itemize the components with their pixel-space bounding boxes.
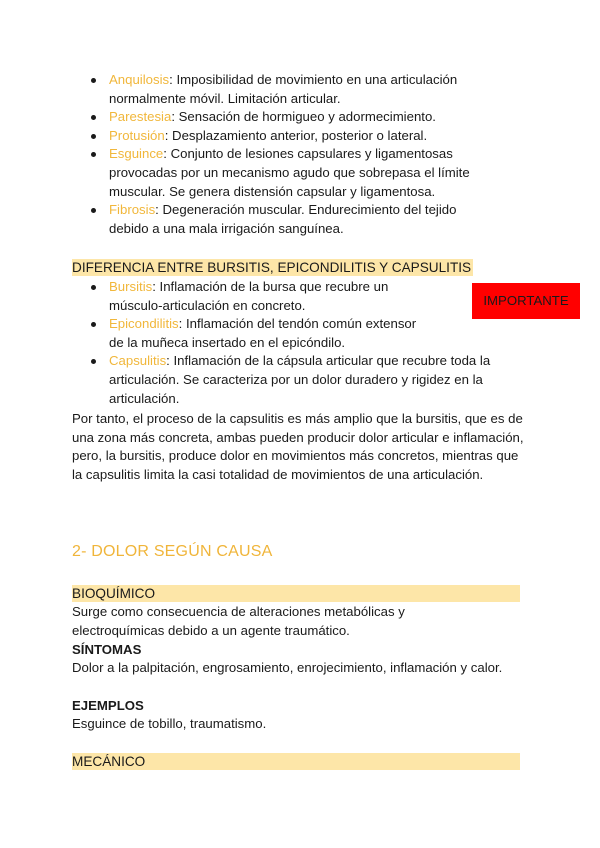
comparison-paragraph: Por tanto, el proceso de la capsulitis es más amplio que la bursitis, que es de una zona más concreta, ambas pueden producir dolor articular e inflamación, pero, la bursitis, produce dolor en movimientos más concretos, mientras que la capsulitis limita la casi totalidad de movimientos de una articulación. [72, 411, 524, 482]
term-bursitis: Bursitis [109, 279, 153, 294]
list-item [91, 108, 511, 127]
list-item [91, 145, 499, 201]
bioquimico-text: Surge como consecuencia de alteraciones metabólicas y electroquímicas debido a un agente traumático. [72, 604, 405, 638]
definition-text: : Sensación de hormigueo y adormecimiento. [171, 109, 436, 125]
importante-badge: IMPORTANTE [472, 283, 580, 319]
list-item [91, 352, 531, 408]
list-item [91, 127, 511, 146]
list-item [91, 71, 511, 108]
sintomas-label: SÍNTOMAS [72, 642, 142, 657]
term-epicondilitis: Epicondilitis [109, 316, 179, 332]
section-title: 2- DOLOR SEGÚN CAUSA [72, 543, 273, 560]
definitions-list [91, 71, 511, 238]
definition-text: : Imposibilidad de movimiento en una articulación normalmente móvil. Limitación articular. [109, 72, 458, 106]
mecanico-heading: MECÁNICO [72, 753, 520, 770]
definition-text: : Degeneración muscular. Endurecimiento del tejido debido a una mala irrigación sanguínea. [109, 202, 457, 236]
definition-text: : Inflamación de la cápsula articular que recubre toda la articulación. Se caracteriza por un dolor duradero y rigidez en la articulación. [109, 353, 491, 406]
list-item [91, 201, 459, 238]
term-fibrosis: Fibrosis [109, 202, 156, 218]
term-anquilosis: Anquilosis [109, 72, 170, 87]
definition-text: : Desplazamiento anterior, posterior o lateral. [164, 127, 428, 143]
definition-text: : Inflamación de la bursa que recubre un [152, 279, 389, 294]
diferencia-heading: DIFERENCIA ENTRE BURSITIS, EPICONDILITIS Y CAPSULITIS [72, 260, 472, 275]
sintomas-text: Dolor a la palpitación, engrosamiento, enrojecimiento, inflamación y calor. [72, 660, 503, 675]
term-esguince: Esguince [109, 146, 164, 162]
comparison-list [91, 278, 531, 408]
bioquimico-heading: BIOQUÍMICO [72, 585, 520, 602]
list-item [91, 278, 531, 315]
term-protusion: Protusión [109, 127, 165, 143]
ejemplos-label: EJEMPLOS [72, 698, 144, 713]
definition-text: de la muñeca insertado en el epicóndilo. [109, 334, 346, 350]
term-capsulitis: Capsulitis [109, 353, 167, 369]
definition-text: músculo-articulación en concreto. [109, 297, 306, 313]
definition-text: : Conjunto de lesiones capsulares y ligamentosas provocadas por un mecanismo agudo que sobrepasa el límite muscular. Se genera distensión capsular y ligamentosa. [109, 146, 470, 199]
list-item [91, 315, 531, 352]
ejemplos-text: Esguince de tobillo, traumatismo. [72, 716, 267, 731]
term-parestesia: Parestesia [109, 109, 172, 125]
definition-text: : Inflamación del tendón común extensor [178, 316, 417, 332]
